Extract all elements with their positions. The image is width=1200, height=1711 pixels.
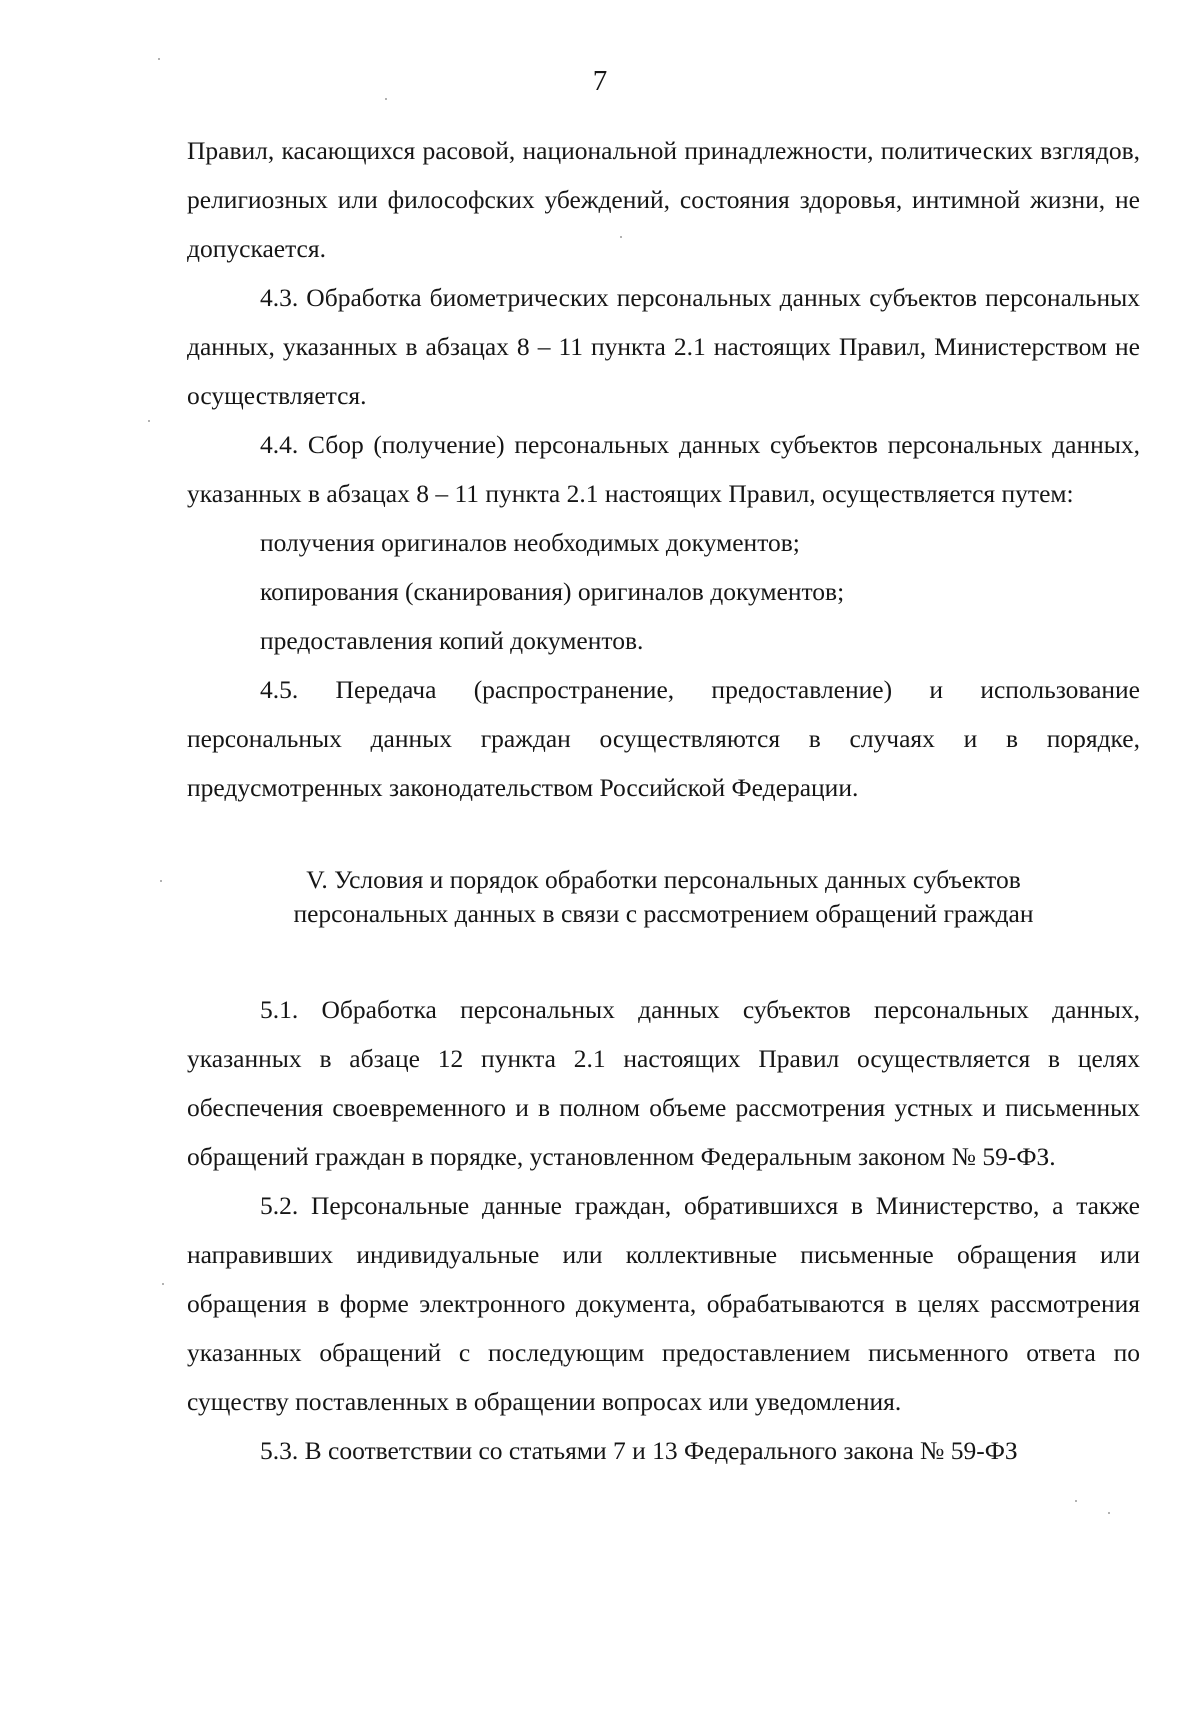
scan-speck bbox=[620, 236, 622, 238]
clause-5-2: 5.2. Персональные данные граждан, обратившихся в Министерство, а также направивших индивидуальные или коллективные письменные обращения или обращения в форме электронного документа, обрабатываются в целях рассмотрения указанных обращений с последующим предоставлением письменного ответа по существу поставленных в обращении вопросах или уведомления. bbox=[187, 1191, 1140, 1416]
section-v-heading bbox=[187, 863, 1140, 931]
scan-speck bbox=[158, 58, 160, 60]
clause-4-4-item-1: получения оригиналов необходимых документов; bbox=[260, 528, 800, 557]
scan-speck bbox=[160, 880, 162, 882]
clause-4-4-item-3: предоставления копий документов. bbox=[260, 626, 644, 655]
scan-speck bbox=[1075, 1500, 1077, 1502]
paragraph-intro-continuation: Правил, касающихся расовой, национальной принадлежности, политических взглядов, религиозных или философских убеждений, состояния здоровья, интимной жизни, не допускается. bbox=[187, 136, 1140, 263]
clause-5-1: 5.1. Обработка персональных данных субъектов персональных данных, указанных в абзаце 12 пункта 2.1 настоящих Правил осуществляется в целях обеспечения своевременного и в полном объеме рассмотрения устных и письменных обращений граждан в порядке, установленном Федеральным законом № 59-ФЗ. bbox=[187, 995, 1140, 1171]
page-number: 7 bbox=[592, 65, 608, 97]
clause-4-4: 4.4. Сбор (получение) персональных данных субъектов персональных данных, указанных в абзацах 8 – 11 пункта 2.1 настоящих Правил, осуществляется путем: bbox=[187, 430, 1140, 508]
scan-speck bbox=[162, 1283, 164, 1285]
scan-speck bbox=[385, 98, 387, 100]
section-v-heading-line-1: V. Условия и порядок обработки персональных данных субъектов bbox=[306, 865, 1021, 894]
clause-5-3-start: 5.3. В соответствии со статьями 7 и 13 Федерального закона № 59-ФЗ bbox=[260, 1436, 1018, 1465]
clause-4-5: 4.5. Передача (распространение, предоставление) и использование персональных данных граждан осуществляются в случаях и в порядке, предусмотренных законодательством Российской Федерации. bbox=[187, 675, 1140, 802]
section-v-heading-line-2: персональных данных в связи с рассмотрением обращений граждан bbox=[293, 899, 1034, 928]
document-body bbox=[187, 126, 1140, 1475]
scan-speck bbox=[1108, 1512, 1110, 1514]
scan-speck bbox=[148, 420, 150, 422]
clause-4-3: 4.3. Обработка биометрических персональных данных субъектов персональных данных, указанных в абзацах 8 – 11 пункта 2.1 настоящих Правил, Министерством не осуществляется. bbox=[187, 283, 1140, 410]
clause-4-4-item-2: копирования (сканирования) оригиналов документов; bbox=[260, 577, 845, 606]
